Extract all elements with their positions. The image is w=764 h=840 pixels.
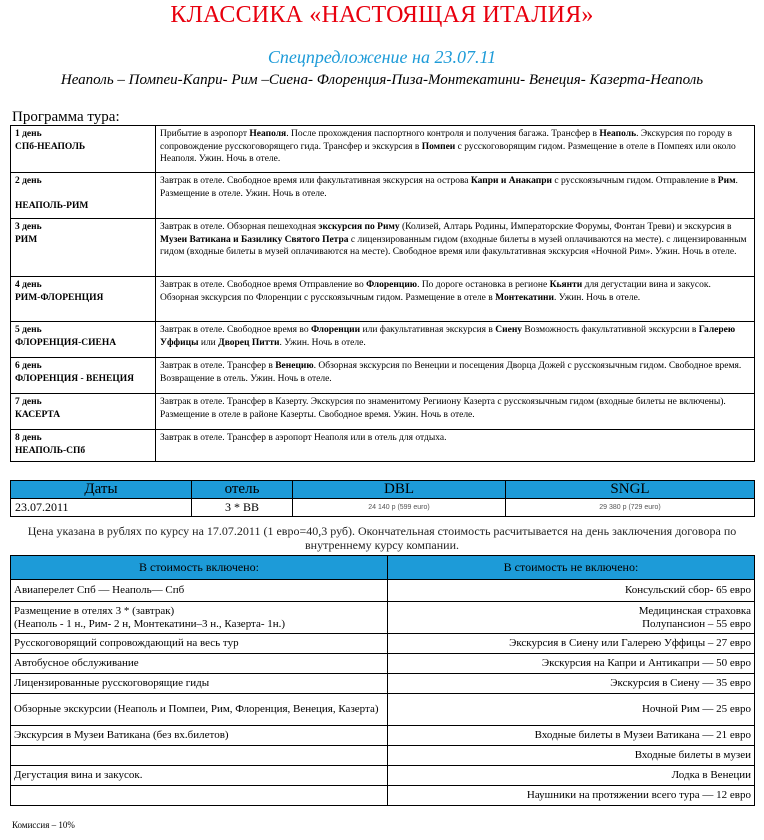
price-table	[10, 480, 755, 517]
price-note: Цена указана в рублях по курсу на 17.07.2011 (1 евро=40,3 руб). Окончательная стоимость расчитывается на день заключения договора по внутреннему курсу компании.	[27, 524, 737, 552]
program-day-city: ФЛОРЕНЦИЯ-СИЕНА	[15, 337, 117, 348]
not-included-item: Входные билеты в музеи	[388, 746, 755, 766]
inclusion-row	[11, 602, 755, 634]
included-item: Размещение в отелях 3 * (завтрак) (Неаполь - 1 н., Рим- 2 н, Монтекатини–3 н., Казерта- 1н.)	[11, 602, 388, 634]
program-day-number: 7 день	[15, 397, 42, 407]
program-row	[11, 394, 755, 430]
program-day-number: 4 день	[15, 280, 42, 290]
description-fragment: Капри и Анакапри	[470, 176, 553, 186]
included-item: Экскурсия в Музеи Ватикана (без вх.билетов)	[11, 726, 388, 746]
description-fragment: Дворец Питти	[218, 337, 280, 348]
description-fragment: Возможность факультативной экскурсии в	[522, 325, 699, 335]
program-row	[11, 219, 755, 277]
program-day-description	[156, 277, 755, 322]
description-fragment: . После прохождения паспортного контроля и получения багажа. Трансфер в	[286, 129, 600, 139]
included-item: Автобусное обслуживание	[11, 654, 388, 674]
inclusion-row	[11, 786, 755, 806]
description-fragment: Флоренции	[310, 325, 361, 335]
description-fragment: Неаполя	[249, 129, 287, 139]
description-fragment: Монтекатини	[495, 292, 554, 303]
included-header: В стоимость включено:	[11, 556, 388, 580]
price-date: 23.07.2011	[11, 499, 192, 517]
price-hotel: 3 * BB	[192, 499, 293, 517]
inclusions-table	[10, 555, 755, 806]
not-included-item: Лодка в Венеции	[388, 766, 755, 786]
program-day-description	[156, 322, 755, 358]
program-label: Программа тура:	[12, 109, 120, 125]
program-day-city: СПб-НЕАПОЛЬ	[15, 141, 86, 152]
program-day-description	[156, 219, 755, 277]
program-row	[11, 173, 755, 219]
not-included-item: Экскурсия в Сиену или Галерею Уффицы – 27 евро	[388, 634, 755, 654]
not-included-item: Экскурсия на Капри и Антикапри — 50 евро	[388, 654, 755, 674]
program-day-cell	[11, 173, 156, 219]
description-fragment: . По дороге остановка в регионе	[417, 280, 550, 290]
program-row	[11, 277, 755, 322]
description-fragment: Сиену	[495, 325, 523, 335]
program-day-cell	[11, 219, 156, 277]
price-header-dbl: DBL	[293, 481, 506, 499]
program-day-description	[156, 358, 755, 394]
description-fragment: или факультативная экскурсия в	[360, 325, 496, 335]
description-fragment: Неаполь	[599, 129, 637, 139]
program-table	[10, 125, 755, 462]
included-item	[11, 786, 388, 806]
program-day-city: КАСЕРТА	[15, 409, 61, 420]
included-item: Дегустация вина и закусок.	[11, 766, 388, 786]
program-day-cell	[11, 430, 156, 462]
program-day-city: РИМ	[15, 234, 38, 245]
inclusion-row	[11, 746, 755, 766]
included-item: Русскоговорящий сопровождающий на весь тур	[11, 634, 388, 654]
program-day-cell	[11, 358, 156, 394]
not-included-item: Входные билеты в Музеи Ватикана — 21 евро	[388, 726, 755, 746]
not-included-item: Консульский сбор- 65 евро	[388, 580, 755, 602]
description-fragment: Завтрак в отеле. Свободное время во	[160, 325, 311, 335]
description-fragment: Флоренцию	[366, 280, 418, 290]
program-day-description	[156, 430, 755, 462]
program-row	[11, 126, 755, 173]
inclusion-row	[11, 580, 755, 602]
price-sngl: 29 380 р (729 euro)	[506, 499, 755, 517]
included-item: Обзорные экскурсии (Неаполь и Помпеи, Рим, Флоренция, Венеция, Казерта)	[11, 694, 388, 726]
program-row	[11, 430, 755, 462]
description-fragment: Завтрак в отеле. Обзорная пешеходная	[160, 222, 319, 232]
inclusion-row	[11, 726, 755, 746]
description-fragment: с русскоговорящим гидом. Размещение в отеле в Помпеях или около Неаполя. Ужин. Ночь в отеле.	[160, 141, 736, 164]
program-day-cell	[11, 322, 156, 358]
description-fragment: (Колизей, Алтарь Родины, Императорские Форумы, Фонтан Треви) и экскурсия в	[399, 222, 732, 232]
description-fragment: с русскоязычным гидом. Отправление в	[552, 176, 718, 186]
program-day-description	[156, 394, 755, 430]
not-included-item: Наушники на протяжении всего тура — 12 евро	[388, 786, 755, 806]
description-fragment: Завтрак в отеле. Свободное время Отправление во	[160, 280, 367, 290]
included-item	[11, 746, 388, 766]
program-day-number: 6 день	[15, 361, 42, 371]
route-line: Неаполь – Помпеи-Капри- Рим –Сиена- Флоренция-Пиза-Монтекатини- Венеция- Казерта-Неаполь	[60, 72, 704, 88]
description-fragment: экскурсия по Риму	[318, 222, 400, 232]
program-day-description	[156, 126, 755, 173]
description-fragment: Завтрак в отеле. Трансфер в Казерту. Экскурсия по знаменитому Регииону Казерта с русскоязычным гидом (входные билеты не включены). Размещение в отеле в районе Казерты. Свободное время. Ужин. Ночь в отеле.	[160, 397, 726, 420]
program-day-cell	[11, 394, 156, 430]
page-title: КЛАССИКА «НАСТОЯЩАЯ ИТАЛИЯ»	[170, 2, 594, 28]
not-included-header: В стоимость не включено:	[388, 556, 755, 580]
program-day-number: 8 день	[15, 433, 42, 443]
program-day-city: ФЛОРЕНЦИЯ - ВЕНЕЦИЯ	[15, 373, 135, 384]
program-day-city: НЕАПОЛЬ-СПб	[15, 445, 86, 456]
description-fragment: Завтрак в отеле. Трансфер в	[160, 361, 276, 371]
program-day-number: 2 день	[15, 176, 42, 186]
program-day-number: 1 день	[15, 129, 42, 139]
description-fragment: . Экскурсия по городу в сопровождение русскоговорящего гида. Трансфер и экскурсия в	[160, 129, 733, 152]
program-day-number: 5 день	[15, 325, 42, 335]
program-day-city: РИМ-ФЛОРЕНЦИЯ	[15, 292, 104, 303]
description-fragment: Завтрак в отеле. Свободное время или факультативная экскурсия на острова	[160, 176, 471, 186]
description-fragment: для дегустации вина и закусок. Обзорная экскурсия по Флоренции с русскоязычным гидом. Размещение в отеле в	[160, 280, 711, 303]
price-header-sngl: SNGL	[506, 481, 755, 499]
inclusion-row	[11, 766, 755, 786]
description-fragment: . Обзорная экскурсия по Венеции и посещения Дворца Дожей с русскоязычным гидом. Свободное время. Возвращение в отель. Ужин. Ночь в отеле.	[160, 361, 742, 384]
price-header-hotel: отель	[192, 481, 293, 499]
inclusion-row	[11, 674, 755, 694]
description-fragment: . Ужин. Ночь в отеле.	[554, 292, 641, 303]
price-header-dates: Даты	[11, 481, 192, 499]
commission-note: Комиссия – 10%	[12, 820, 75, 830]
description-fragment: Завтрак в отеле. Трансфер в аэропорт Неаполя или в отель для отдыха.	[160, 433, 447, 443]
included-item: Авиаперелет Спб — Неаполь— Спб	[11, 580, 388, 602]
program-day-city: НЕАПОЛЬ-РИМ	[15, 200, 89, 211]
inclusion-row	[11, 694, 755, 726]
description-fragment: с лицензированным гидом (входные билеты в музей оплачиваются на месте). с лицензированным гидом (входные билеты в музей оплачиваются на месте). Свободное время или факультативная экскурсия «Ночной Рим». Ужин. Ночь в отеле.	[160, 234, 747, 257]
program-row	[11, 322, 755, 358]
program-day-description	[156, 173, 755, 219]
program-day-cell	[11, 277, 156, 322]
description-fragment: . Ужин. Ночь в отеле.	[279, 337, 366, 348]
not-included-item: Медицинская страховка Полупансион – 55 евро	[388, 602, 755, 634]
not-included-item: Экскурсия в Сиену — 35 евро	[388, 674, 755, 694]
description-fragment: Венецию	[275, 361, 314, 371]
description-fragment: Помпеи	[421, 141, 456, 152]
description-fragment: Кьянти	[549, 280, 583, 290]
description-fragment: Прибытие в аэропорт	[160, 129, 250, 139]
not-included-item: Ночной Рим — 25 евро	[388, 694, 755, 726]
program-row	[11, 358, 755, 394]
description-fragment: Галерею Уффицы	[160, 325, 736, 348]
special-offer-heading: Спецпредложение на 23.07.11	[267, 47, 497, 67]
description-fragment: или	[198, 337, 219, 348]
description-fragment: Рим	[717, 176, 736, 186]
program-day-cell	[11, 126, 156, 173]
price-dbl: 24 140 р (599 euro)	[293, 499, 506, 517]
description-fragment: Музеи Ватикана и Базилику Святого Петра	[160, 234, 349, 245]
description-fragment: . Размещение в отеле. Ужин. Ночь в отеле.	[160, 176, 738, 199]
inclusion-row	[11, 654, 755, 674]
included-item: Лицензированные русскоговорящие гиды	[11, 674, 388, 694]
program-day-number: 3 день	[15, 222, 42, 232]
inclusion-row	[11, 634, 755, 654]
